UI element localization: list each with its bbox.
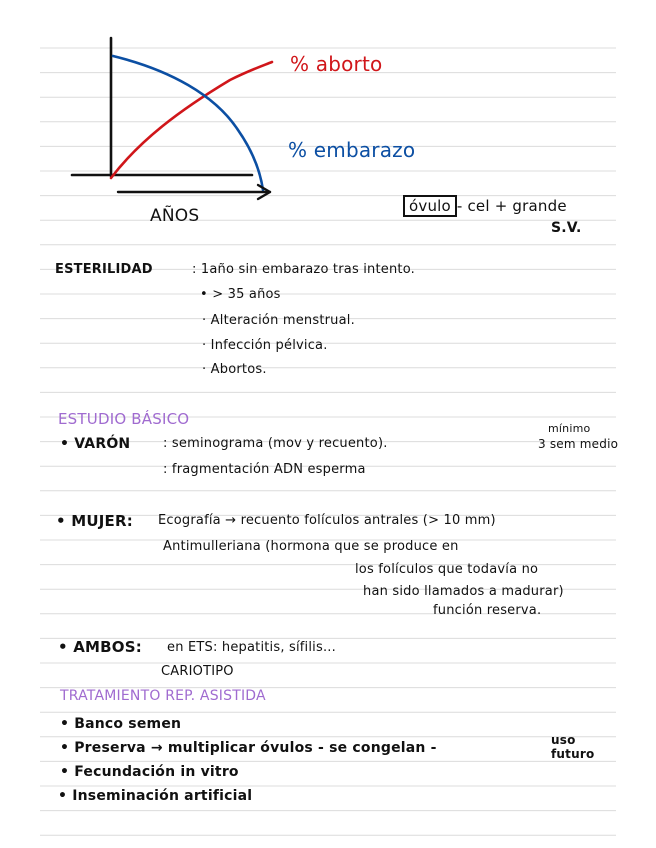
ovulo-text: - cel + grande xyxy=(456,197,567,215)
tratamiento-title: TRATAMIENTO REP. ASISTIDA xyxy=(60,688,266,704)
varon-label: • VARÓN xyxy=(60,436,131,452)
varon-line: : seminograma (mov y recuento). xyxy=(163,436,388,451)
varon-note: 3 sem medio xyxy=(538,437,619,451)
aborto-label: % aborto xyxy=(290,52,383,76)
mujer-line: Ecografía → recuento folículos antrales (> 10 mm) xyxy=(158,513,496,528)
esterilidad-title: ESTERILIDAD xyxy=(55,262,153,277)
mujer-line: Antimulleriana (hormona que se produce en xyxy=(163,539,459,554)
esterilidad-item: · Alteración menstrual. xyxy=(202,313,355,328)
uso-futuro-note: uso futuro xyxy=(551,733,595,761)
aborto-curve xyxy=(111,62,272,178)
tratamiento-item: • Fecundación in vitro xyxy=(60,764,239,780)
tratamiento-item: • Preserva → multiplicar óvulos - se congelan - xyxy=(60,740,437,756)
tratamiento-item: • Inseminación artificial xyxy=(58,788,253,804)
esterilidad-item: · Infección pélvica. xyxy=(202,338,328,353)
mujer-label: • MUJER: xyxy=(56,512,133,530)
estudio-title: ESTUDIO BÁSICO xyxy=(58,410,190,428)
varon-note-top: mínimo xyxy=(548,422,591,435)
mujer-line: han sido llamados a madurar) xyxy=(363,584,564,599)
ovulo-note xyxy=(403,197,567,215)
tratamiento-item: • Banco semen xyxy=(60,716,182,732)
ambos-label: • AMBOS: xyxy=(58,638,142,656)
ambos-line: CARIOTIPO xyxy=(161,664,234,679)
embarazo-label: % embarazo xyxy=(288,138,416,162)
esterilidad-item: • > 35 años xyxy=(200,287,281,302)
ovulo-sub: S.V. xyxy=(551,220,582,236)
ambos-line: en ETS: hepatitis, sífilis... xyxy=(167,640,336,655)
esterilidad-item: · Abortos. xyxy=(202,362,267,377)
esterilidad-item: : 1año sin embarazo tras intento. xyxy=(192,262,415,277)
age-fertility-graph xyxy=(0,0,656,230)
varon-line: : fragmentación ADN esperma xyxy=(163,462,366,477)
years-label: AÑOS xyxy=(150,206,200,226)
mujer-line: los folículos que todavía no xyxy=(355,562,539,577)
ovulo-box: óvulo xyxy=(403,195,457,217)
mujer-line: función reserva. xyxy=(433,603,542,618)
